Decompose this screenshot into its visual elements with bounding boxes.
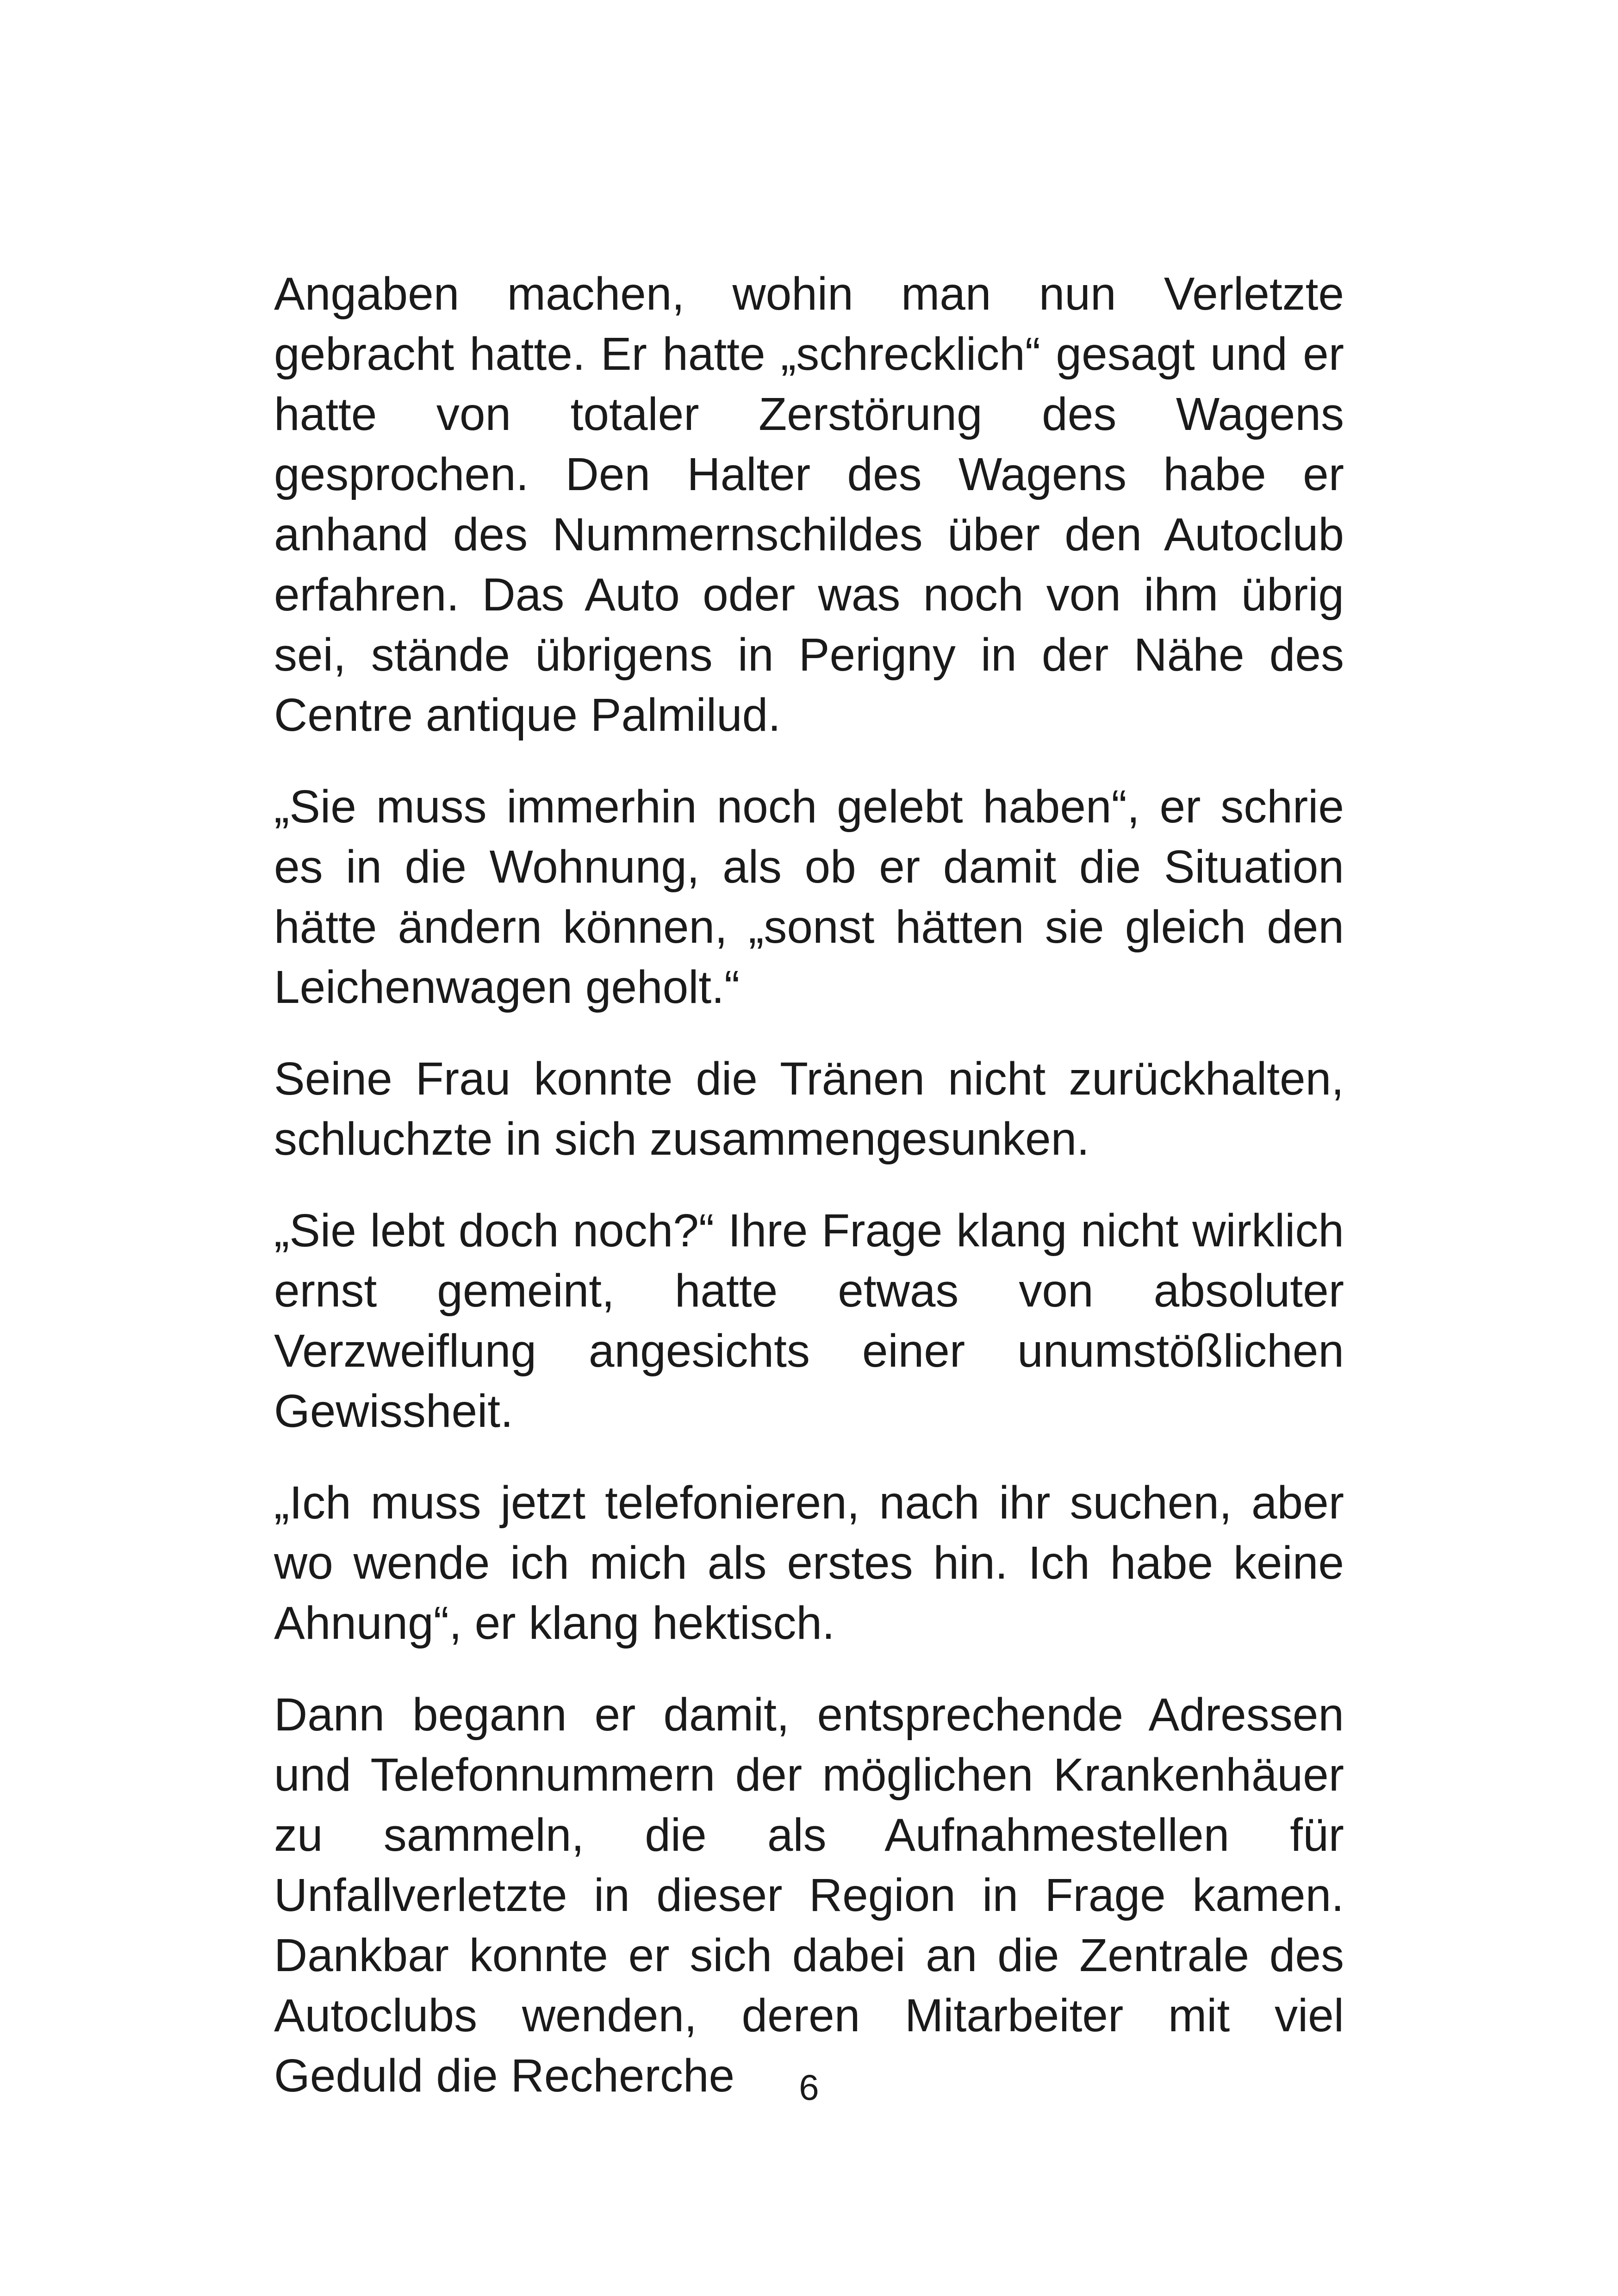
paragraph-4: „Sie lebt doch noch?“ Ihre Frage klang nicht wirklich ernst gemeint, hatte etwas von absoluter Verzweiflung angesichts einer unumstößlichen Gewissheit. [274,1205,1344,1437]
paragraph-6: Dann begann er damit, entsprechende Adressen und Telefonnummern der möglichen Krankenhäuer zu sammeln, die als Aufnahmestellen für Unfallverletzte in dieser Region in Frage kamen. Dankbar konnte er sich dabei an die Zentrale des Autoclubs wenden, deren Mitarbeiter mit viel Geduld die Recherche [274,1689,1344,2102]
paragraph-3: Seine Frau konnte die Tränen nicht zurückhalten, schluchzte in sich zusammengesunken. [274,1053,1344,1165]
paragraph-5: „Ich muss jetzt telefonieren, nach ihr suchen, aber wo wende ich mich als erstes hin. Ich habe keine Ahnung“, er klang hektisch. [274,1477,1344,1649]
paragraph-1: Angaben machen, wohin man nun Verletzte gebracht hatte. Er hatte „schrecklich“ gesagt und er hatte von totaler Zerstörung des Wagens gesprochen. Den Halter des Wagens habe er anhand des Nummernschildes über den Autoclub erfahren. Das Auto oder was noch von ihm übrig sei, stände übrigens in Perigny in der Nähe des Centre antique Palmilud. [274,268,1344,741]
paragraph-2: „Sie muss immerhin noch gelebt haben“, er schrie es in die Wohnung, als ob er damit die Situation hätte ändern können, „sonst hätten sie gleich den Leichenwagen geholt.“ [274,781,1344,1013]
body-text [274,264,1344,2106]
page-number: 6 [799,2067,819,2108]
